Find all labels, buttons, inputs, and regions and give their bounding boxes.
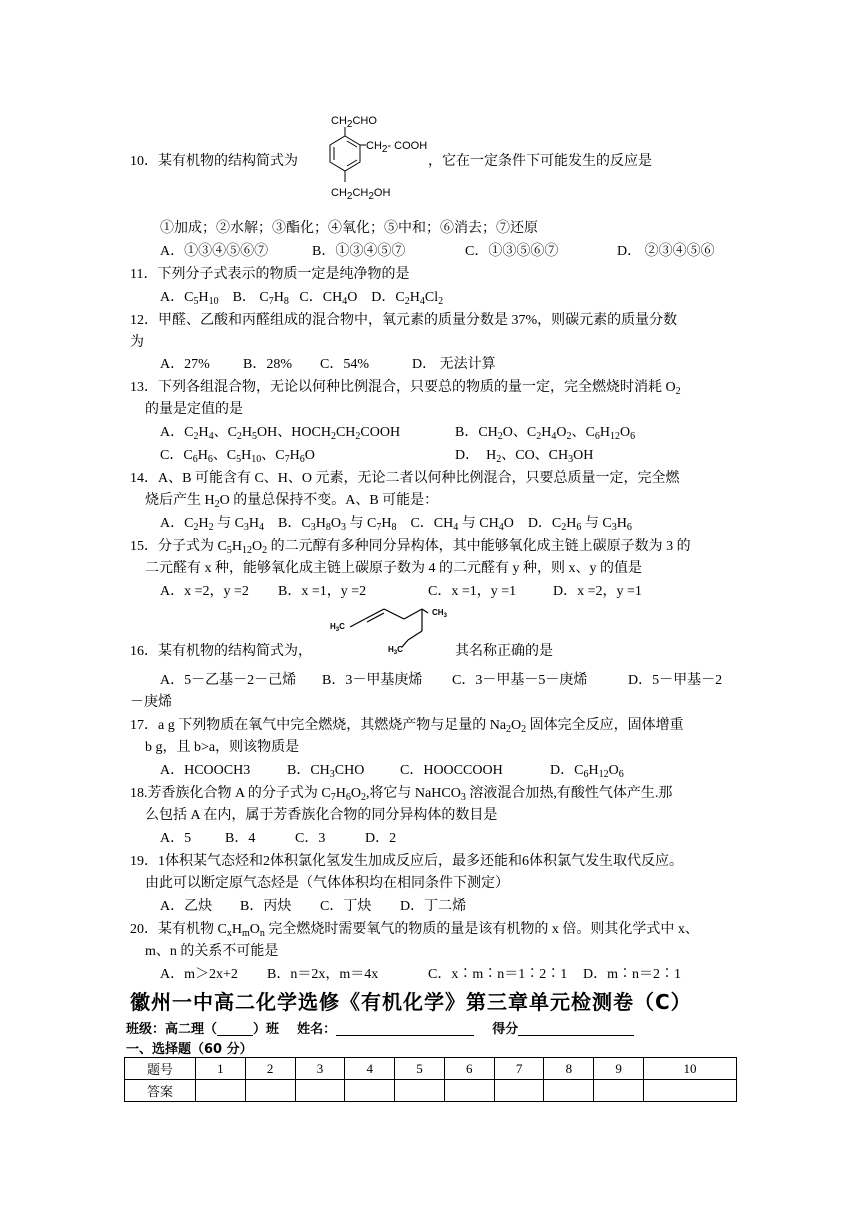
q10-tail: ，它在一定条件下可能发生的反应是 — [428, 154, 652, 169]
answer-cell[interactable] — [544, 1080, 594, 1102]
answer-cell[interactable] — [196, 1080, 246, 1102]
q17-option-a: A．HCOOCH3 — [160, 763, 251, 778]
question-number-cell: 5 — [395, 1058, 445, 1080]
q10-option-c: C．①③⑤⑥⑦ — [465, 244, 559, 259]
q18-option-a: A．5 — [160, 831, 192, 846]
q16-group-bottom: $H_3C$ — [388, 645, 403, 656]
class-label: 班级：高二理（ — [126, 1022, 218, 1037]
question-number-cell: 2 — [245, 1058, 295, 1080]
q14-options: A．$C_2H_2$ 与 $C_3H_4$ B．$C_3H_8O_3$ 与 $C_7H_8$ C．$CH_4$ 与 $CH_4O$ D．$C_2H_6$ 与 $C_3H_6$ — [160, 516, 632, 533]
q13-option-a: A．$C_2H_4$、$C_2H_5OH$、$HOCH_2CH_2COOH$ — [160, 425, 401, 442]
q13-option-c: C．$C_6H_6$、$C_5H_{10}$、$C_7H_6O$ — [160, 448, 315, 465]
q19-option-d: D．丁二烯 — [400, 899, 467, 914]
q13-line2: 的量是定值的是 — [145, 402, 243, 417]
q10-group-top: $CH_2CHO$ — [331, 115, 377, 130]
q19-line2: 由此可以断定原气态烃是（气体体积均在相同条件下测定） — [145, 876, 509, 891]
q15-option-c: C．x =1，y =1 — [428, 584, 517, 599]
answer-cell[interactable] — [295, 1080, 345, 1102]
q19-line1: 19．1体积某气态烃和2体积氯化氢发生加成反应后，最多还能和6体积氯气发生取代反应。 — [130, 854, 683, 869]
answer-cell[interactable] — [345, 1080, 395, 1102]
class-suffix: ）班 — [253, 1022, 280, 1037]
exam-title: 徽州一中高二化学选修《有机化学》第三章单元检测卷（C） — [130, 990, 692, 1014]
q16-stem: 16．某有机物的结构简式为， — [130, 644, 312, 659]
question-number-cell: 8 — [544, 1058, 594, 1080]
q16-group-right: $CH_3$ — [432, 608, 447, 619]
table-row — [125, 1058, 737, 1080]
q12-option-c: C．54% — [320, 357, 369, 372]
q15-option-b: B．x =1，y =2 — [278, 584, 367, 599]
q19-option-c: C．丁炔 — [320, 899, 372, 914]
q18-line2: 么包括 A 在内，属于芳香族化合物的同分异构体的数目是 — [145, 808, 498, 823]
student-info-header — [126, 1018, 634, 1037]
q18-line1: 18.芳香族化合物 A 的分子式为 $C_7H_6O_2$,将它与 NaHCO$_3$ 溶液混合加热,有酸性气体产生.那 — [130, 786, 673, 803]
q10-group-bottom: $CH_2CH_2OH$ — [331, 187, 391, 202]
q12-line2: 为 — [130, 335, 144, 350]
q15-line2: 二元醛有 x 种，能够氧化成主链上碳原子数为 4 的二元醛有 y 种，则 x、y 的值是 — [145, 561, 642, 576]
q16-wrap: －庚烯 — [130, 695, 172, 710]
q19-option-b: B．丙炔 — [240, 899, 292, 914]
question-number-cell: 10 — [644, 1058, 737, 1080]
q13-line1: 13．下列各组混合物，无论以何种比例混合，只要总的物质的量一定，完全燃烧时消耗 $O_2$ — [130, 380, 681, 397]
answer-cell[interactable] — [644, 1080, 737, 1102]
answer-table — [124, 1057, 737, 1102]
score-blank[interactable] — [518, 1021, 634, 1036]
q16-option-c: C．3－甲基－5－庚烯 — [452, 673, 588, 688]
q20-option-c: C．x∶m∶n＝1∶2∶1 — [428, 967, 568, 982]
answer-cell[interactable] — [594, 1080, 644, 1102]
row-label-answer: 答案 — [125, 1080, 196, 1102]
q13-option-b: B．$CH_2O$、$C_2H_4O_2$、$C_6H_{12}O_6$ — [455, 425, 636, 442]
answer-cell[interactable] — [245, 1080, 295, 1102]
question-number-cell: 6 — [444, 1058, 494, 1080]
answer-cell[interactable] — [444, 1080, 494, 1102]
q15-option-d: D．x =2，y =1 — [553, 584, 642, 599]
q17-option-d: D．$C_6H_{12}O_6$ — [550, 763, 624, 780]
answer-cell[interactable] — [395, 1080, 445, 1102]
q11-stem: 11．下列分子式表示的物质一定是纯净物的是 — [130, 267, 410, 282]
question-number-cell: 1 — [196, 1058, 246, 1080]
q12-option-a: A．27% — [160, 357, 210, 372]
q10-reactions: ①加成；②水解；③酯化；④氧化；⑤中和；⑥消去；⑦还原 — [160, 221, 538, 236]
question-number-cell: 3 — [295, 1058, 345, 1080]
q20-option-a: A．m＞2x+2 — [160, 967, 238, 982]
q12-line1: 12．甲醛、乙酸和丙醛组成的混合物中，氧元素的质量分数是 37%，则碳元素的质量分数 — [130, 313, 678, 328]
q20-line1: 20．某有机物 $C_xH_mO_n$ 完全燃烧时需要氧气的物质的量是该有机物的 x 倍。则其化学式中 x、 — [130, 922, 699, 939]
section-heading: 一、选择题（60 分） — [126, 1042, 253, 1057]
q15-line1: 15．分子式为 $C_5H_{12}O_2$ 的二元醇有多种同分异构体，其中能够氧化成主链上碳原子数为 3 的 — [130, 539, 691, 556]
q17-line2: b g，且 b>a，则该物质是 — [145, 740, 300, 755]
question-number-cell: 4 — [345, 1058, 395, 1080]
q20-option-d: D．m∶n＝2∶1 — [583, 967, 681, 982]
question-number-cell: 9 — [594, 1058, 644, 1080]
q10-stem: 10．某有机物的结构简式为 — [130, 154, 298, 169]
question-number-cell: 7 — [494, 1058, 544, 1080]
q12-option-d: D． 无法计算 — [412, 357, 496, 372]
q10-option-d: D． ②③④⑤⑥ — [617, 244, 715, 259]
q16-option-d: D．5－甲基－2 — [628, 673, 723, 688]
q19-option-a: A．乙炔 — [160, 899, 213, 914]
q20-option-b: B．n＝2x，m＝4x — [267, 967, 379, 982]
q17-option-b: B．$CH_3CHO$ — [287, 763, 365, 780]
q16-option-a: A．5－乙基－2－己烯 — [160, 673, 297, 688]
q20-line2: m、n 的关系不可能是 — [145, 944, 279, 959]
q18-option-d: D．2 — [365, 831, 397, 846]
q11-options: A．$C_5H_{10}$ B． $C_7H_8$ C．$CH_4O$ D．$C_2H_4Cl_2$ — [160, 290, 444, 307]
q14-line1: 14．A、B 可能含有 C、H、O 元素，无论二者以何种比例混合，只要总质量一定，完全燃 — [130, 471, 680, 486]
q10-group-right: $CH_2-$ COOH — [366, 140, 428, 155]
q15-option-a: A．x =2，y =2 — [160, 584, 249, 599]
q12-option-b: B．28% — [243, 357, 292, 372]
table-row — [125, 1080, 737, 1102]
score-label: 得分 — [492, 1022, 519, 1037]
q10-option-b: B．①③④⑤⑦ — [312, 244, 406, 259]
q17-option-c: C．HOOCCOOH — [400, 763, 503, 778]
answer-cell[interactable] — [494, 1080, 544, 1102]
q17-line1: 17．a g 下列物质在氧气中完全燃烧，其燃烧产物与足量的 $Na_2O_2$ 固体完全反应，固体增重 — [130, 718, 684, 735]
row-label-number: 题号 — [125, 1058, 196, 1080]
q16-tail: 其名称正确的是 — [455, 644, 553, 659]
q13-option-d: D． $H_2$、CO、$CH_3OH$ — [455, 448, 594, 465]
q18-option-c: C．3 — [295, 831, 326, 846]
name-label: 姓名： — [297, 1022, 337, 1037]
class-blank[interactable] — [217, 1021, 253, 1036]
q14-line2: 烧后产生 $H_2O$ 的量总保持不变。A、B 可能是： — [145, 493, 439, 510]
q16-group-left: $H_3C$ — [330, 622, 345, 633]
q10-option-a: A．①③④⑤⑥⑦ — [160, 244, 269, 259]
q16-option-b: B．3－甲基庚烯 — [322, 673, 423, 688]
q18-option-b: B．4 — [225, 831, 256, 846]
name-blank[interactable] — [336, 1021, 474, 1036]
